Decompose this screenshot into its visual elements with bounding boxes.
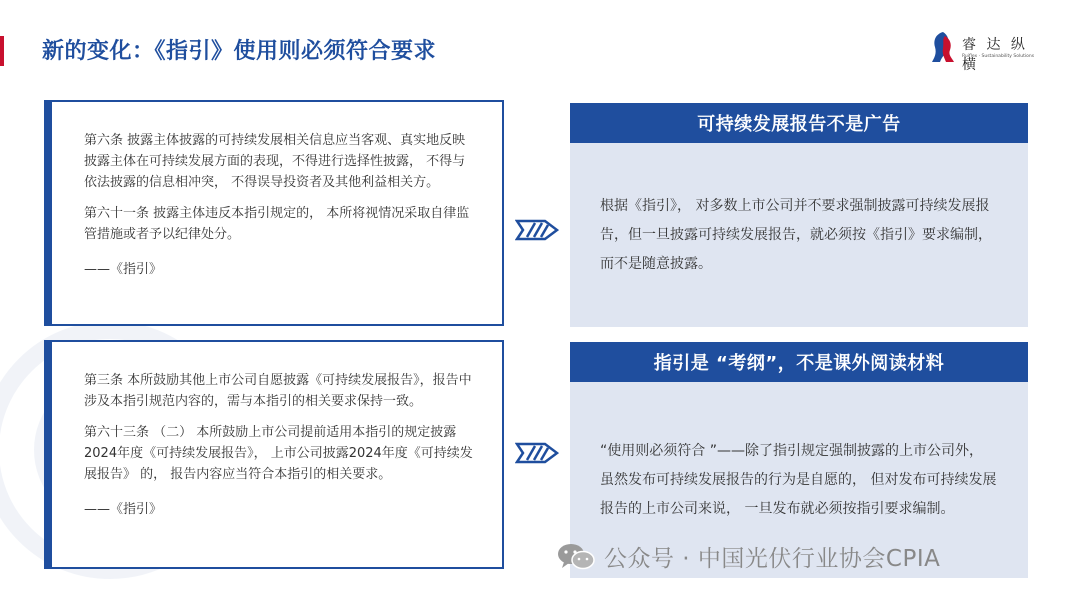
quote-accent-bar: [44, 340, 52, 569]
card-heading: 指引是 “考纲”，不是课外阅读材料: [570, 342, 1028, 382]
accent-tab: [0, 36, 4, 66]
card-body-text: 根据《指引》， 对多数上市公司并不要求强制披露可持续发展报告，但一旦披露可持续发展报告，就必须按《指引》要求编制， 而不是随意披露。: [600, 197, 992, 272]
quote-paragraph: 第三条 本所鼓励其他上市公司自愿披露《可持续发展报告》，报告中涉及本指引规范内容的，需与本指引的相关要求保持一致。: [84, 373, 472, 409]
logo-subtitle: Ruiflex · Sustainability Solutions: [962, 54, 1035, 59]
quote-source: ——《指引》: [84, 262, 163, 277]
quote-paragraph: 第六十一条 披露主体违反本指引规定的， 本所将视情况采取自律监管措施或者予以纪律处分。: [84, 206, 470, 242]
quote-source: ——《指引》: [84, 502, 163, 517]
card-body-text: “使用则必须符合 ”——除了指引规定强制披露的上市公司外， 虽然发布可持续发展报告的行为是自愿的， 但对发布可持续发展报告的上市公司来说， 一旦发布就必须按指引要求编制。: [600, 442, 997, 517]
card-body: [570, 143, 1028, 327]
page-title: 新的变化：《指引》使用则必须符合要求: [42, 39, 437, 64]
logo-icon: [930, 30, 956, 64]
regulation-quote-box-2: [44, 340, 504, 569]
quote-paragraph: 第六十三条 （二） 本所鼓励上市公司提前适用本指引的规定披露2024年度《可持续发展报告》， 上市公司披露2024年度《可持续发展报告》 的， 报告内容应当符合本指引的相关要求。: [84, 425, 473, 482]
company-logo: [930, 30, 1048, 73]
conclusion-card-1: [570, 103, 1028, 327]
wechat-icon: [556, 542, 596, 572]
watermark-text: 公众号 · 中国光伏行业协会CPIA: [604, 546, 941, 572]
wechat-watermark: [556, 540, 940, 573]
arrow-right-icon: [515, 217, 559, 243]
card-heading: 可持续发展报告不是广告: [570, 103, 1028, 143]
regulation-quote-box-1: [44, 100, 504, 326]
logo-name: 睿 达 纵 横: [962, 37, 1028, 73]
quote-accent-bar: [44, 100, 52, 326]
arrow-right-icon: [515, 440, 559, 466]
quote-paragraph: 第六条 披露主体披露的可持续发展相关信息应当客观、真实地反映披露主体在可持续发展方面的表现，不得进行选择性披露， 不得与依法披露的信息相冲突， 不得误导投资者及其他利益相关方。: [84, 133, 466, 190]
